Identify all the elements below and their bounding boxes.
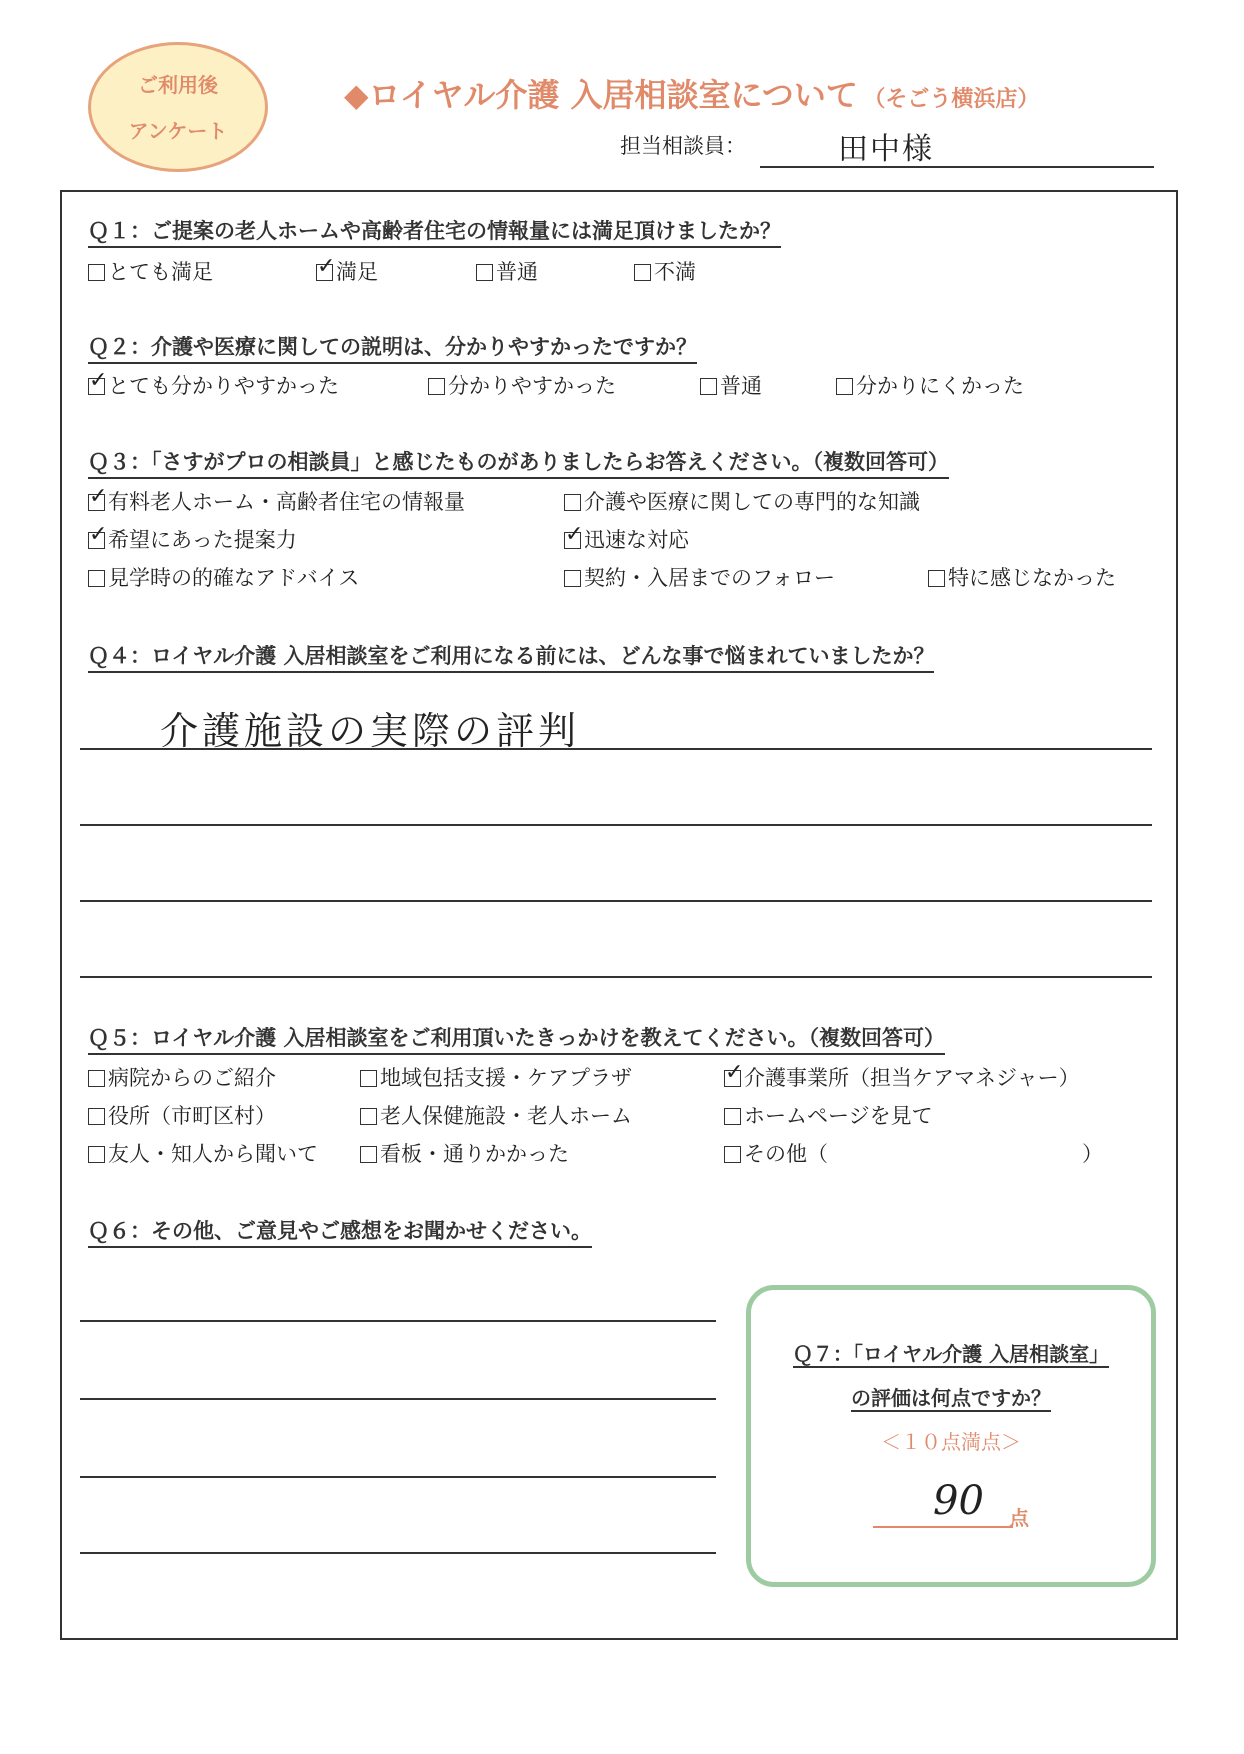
q7-score[interactable]: 90 (933, 1478, 984, 1524)
checkbox[interactable] (476, 264, 493, 281)
check-mark-icon: ✓ (89, 484, 108, 509)
q4-answer-line (80, 824, 1152, 826)
consultant-label: 担当相談員： (620, 134, 746, 158)
q3-option-follow-up[interactable]: 契約・入居までのフォロー (564, 562, 835, 592)
checkbox[interactable] (316, 254, 336, 281)
page-title (344, 70, 1039, 116)
q5-option-community-support[interactable]: 地域包括支援・ケアプラザ (360, 1062, 632, 1092)
q3-option-expertise[interactable]: 介護や医療に関しての専門的な知識 (564, 486, 920, 516)
checkbox[interactable] (564, 494, 581, 511)
q2-option-clear[interactable]: 分かりやすかった (428, 370, 616, 400)
q2-option-very-clear[interactable]: ✓ とても分かりやすかった (89, 368, 339, 398)
checkbox[interactable] (88, 264, 105, 281)
q2-option-unclear[interactable]: 分かりにくかった (836, 370, 1024, 400)
checkbox[interactable] (428, 378, 445, 395)
checkbox[interactable] (360, 1146, 377, 1163)
checkbox[interactable] (928, 570, 945, 587)
checkbox[interactable] (88, 368, 108, 395)
q3-option-none[interactable]: 特に感じなかった (928, 562, 1116, 592)
checkbox[interactable] (724, 1108, 741, 1125)
consultant-underline (760, 166, 1154, 168)
title-sub: （そごう横浜店） (863, 87, 1040, 112)
q2-question: Ｑ２：介護や医療に関しての説明は、分かりやすかったですか？ (88, 331, 697, 364)
check-mark-icon: ✓ (565, 522, 584, 547)
checkbox[interactable] (88, 522, 108, 549)
q3-option-info-volume[interactable]: ✓ 有料老人ホーム・高齢者住宅の情報量 (89, 484, 465, 514)
q1-option-very-satisfied[interactable]: とても満足 (88, 256, 213, 286)
checkbox[interactable] (360, 1070, 377, 1087)
q1-question: Ｑ１：ご提案の老人ホームや高齢者住宅の情報量には満足頂けましたか？ (88, 215, 781, 248)
q4-answer-line (80, 976, 1152, 978)
q7-score-unit: 点 (1009, 1506, 1029, 1530)
consultant-name[interactable]: 田中様 (838, 132, 934, 167)
checkbox[interactable] (564, 570, 581, 587)
q4-question: Ｑ４：ロイヤル介護 入居相談室をご利用になる前には、どんな事で悩まれていましたか？ (88, 640, 934, 673)
q1-option-normal[interactable]: 普通 (476, 256, 538, 286)
checkbox[interactable] (88, 1146, 105, 1163)
checkbox[interactable] (724, 1060, 744, 1087)
q5-question: Ｑ５：ロイヤル介護 入居相談室をご利用頂いたきっかけを教えてください。（複数回答可） (88, 1022, 945, 1055)
q4-answer[interactable]: 介護施設の実際の評判 (160, 709, 581, 753)
q6-answer-line (80, 1320, 716, 1322)
q7-scale-note: ＜１０点満点＞ (881, 1430, 1021, 1454)
checkbox[interactable] (700, 378, 717, 395)
checkbox[interactable] (88, 1070, 105, 1087)
q4-answer-line (80, 900, 1152, 902)
q6-answer-line (80, 1398, 716, 1400)
q5-option-homepage[interactable]: ホームページを見て (724, 1100, 933, 1130)
check-mark-icon: ✓ (89, 522, 108, 547)
check-mark-icon: ✓ (89, 368, 108, 393)
q7-rating-box (746, 1285, 1156, 1587)
q5-option-hospital[interactable]: 病院からのご紹介 (88, 1062, 276, 1092)
title-main: ◆ロイヤル介護 入居相談室について (344, 76, 858, 114)
badge-line2: アンケート (128, 119, 228, 143)
q7-score-line (873, 1526, 1013, 1528)
check-mark-icon: ✓ (317, 254, 336, 279)
q6-answer-line (80, 1476, 716, 1478)
checkbox[interactable] (360, 1108, 377, 1125)
badge-line1: ご利用後 (138, 73, 218, 97)
checkbox[interactable] (88, 570, 105, 587)
q3-question: Ｑ３：「さすがプロの相談員」と感じたものがありましたらお答えください。（複数回答可） (88, 446, 949, 479)
checkbox[interactable] (634, 264, 651, 281)
q3-option-quick-response[interactable]: ✓ 迅速な対応 (565, 522, 689, 552)
q5-option-care-office[interactable]: ✓ 介護事業所（担当ケアマネジャー） (725, 1060, 1080, 1090)
q1-option-dissatisfied[interactable]: 不満 (634, 256, 696, 286)
checkbox[interactable] (564, 522, 584, 549)
q5-option-other[interactable]: その他（ (724, 1138, 828, 1168)
q5-option-care-facility[interactable]: 老人保健施設・老人ホーム (360, 1100, 632, 1130)
checkbox[interactable] (724, 1146, 741, 1163)
q3-option-tour-advice[interactable]: 見学時の的確なアドバイス (88, 562, 359, 592)
q5-option-government-office[interactable]: 役所（市町区村） (88, 1100, 276, 1130)
q5-option-signboard[interactable]: 看板・通りかかった (360, 1138, 569, 1168)
survey-badge (88, 42, 268, 172)
q7-question-line1: Ｑ７：「ロイヤル介護 入居相談室」 (792, 1342, 1110, 1366)
q4-answer-line (80, 748, 1152, 750)
checkbox[interactable] (836, 378, 853, 395)
check-mark-icon: ✓ (725, 1060, 744, 1085)
q7-question-line2: の評価は何点ですか？ (851, 1386, 1051, 1410)
checkbox[interactable] (88, 484, 108, 511)
q1-option-satisfied[interactable]: ✓ 満足 (317, 254, 378, 284)
q5-option-friend[interactable]: 友人・知人から聞いて (88, 1138, 318, 1168)
q2-option-normal[interactable]: 普通 (700, 370, 762, 400)
q5-other-close-paren: ） (1082, 1142, 1103, 1166)
q6-answer-line (80, 1552, 716, 1554)
q3-option-proposal[interactable]: ✓ 希望にあった提案力 (89, 522, 297, 552)
q6-question: Ｑ６：その他、ご意見やご感想をお聞かせください。 (88, 1215, 592, 1248)
checkbox[interactable] (88, 1108, 105, 1125)
